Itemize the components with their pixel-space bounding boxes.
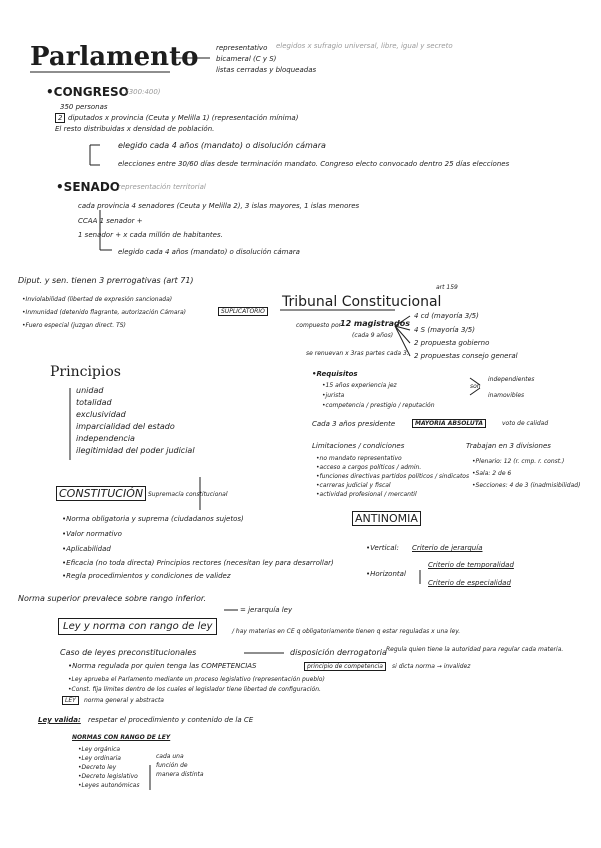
- prerrogativa-item: • Inmunidad (detenido flagrante, autorización Cámara): [22, 309, 186, 317]
- principio-item: ilegitimidad del poder judicial: [76, 446, 195, 455]
- congreso-elegido: elegido cada 4 años (mandato) o disolución cámara: [118, 141, 326, 150]
- constitucion-item: • Valor normativo: [62, 530, 122, 539]
- tc-son-item: independientes: [488, 376, 535, 383]
- rango-item: • Ley ordinaria: [78, 755, 121, 763]
- norma-const: • Const. fija límites dentro de los cuales el legislador tiene libertad de configuración.: [68, 686, 321, 694]
- senado-line: CCAA 1 senador +: [78, 217, 143, 225]
- tc-trab-item: • Plenario: 12 (r. cmp. r. const.): [472, 458, 564, 466]
- prerrogativas-heading: Diput. y sen. tienen 3 prerrogativas (art 71): [18, 276, 194, 285]
- tc-pres: Cada 3 años presidente: [312, 420, 396, 428]
- tc-son-item: inamovibles: [488, 392, 525, 399]
- antinomia-heading: ANTINOMIA: [352, 514, 421, 525]
- tc-lim-item: • funciones directivas partidos políticos / sindicatos: [316, 473, 469, 481]
- tc-magistrados: 12 magistrados: [340, 319, 411, 328]
- senado-elegido: elegido cada 4 años (mandato) o disolución cámara: [118, 248, 300, 256]
- tc-trab-item: • Secciones: 4 de 3 (inadmisibilidad): [472, 482, 580, 490]
- antinomia-vertical: • Vertical:: [366, 544, 399, 553]
- rango-heading: NORMAS CON RANGO DE LEY: [72, 734, 171, 741]
- rango-item: • Ley orgánica: [78, 746, 120, 754]
- constitucion-item: • Regla procedimientos y condiciones de validez: [62, 572, 231, 581]
- norma-caso: Caso de leyes preconstitucionales: [60, 648, 197, 657]
- constitucion-supremacia: Supremacía constitucional: [148, 491, 228, 498]
- norma-aprueba: • Ley aprueba el Parlamento mediante un proceso legislativo (representación pueblo): [68, 676, 325, 684]
- tc-pres-box: MAYORÍA ABSOLUTA: [412, 420, 486, 428]
- listas-label: listas cerradas y bloqueadas: [216, 66, 317, 74]
- congreso-item: El resto distribuidas x densidad de población.: [55, 125, 215, 133]
- norma-dispo-note: Regula quien tiene la autoridad para regular cada materia.: [386, 646, 564, 653]
- norma-valida: respetar el procedimiento y contenido de la CE: [88, 716, 254, 724]
- norma-disposicion: disposición derrogatoria: [290, 648, 387, 657]
- principio-item: imparcialidad del estado: [76, 422, 175, 431]
- tc-lim-item: • no mandato representativo: [316, 455, 402, 463]
- constitucion-item: • Norma obligatoria y suprema (ciudadanos sujetos): [62, 515, 244, 524]
- norma-si-dicta: si dicta norma → invalidez: [392, 663, 471, 670]
- senado-sub: representación territorial: [118, 183, 206, 191]
- norma-valida-label: Ley valida:: [38, 716, 81, 724]
- rango-note: función de: [156, 762, 188, 769]
- tc-lim-item: • actividad profesional / mercantil: [316, 491, 417, 499]
- tc-lim-item: • carreras judicial y fiscal: [316, 482, 391, 490]
- senado-heading: • SENADO: [56, 180, 120, 194]
- rango-note: cada una: [156, 753, 184, 760]
- norma-superior: Norma superior prevalece sobre rango inferior.: [18, 594, 207, 603]
- tc-lim-heading: Limitaciones / condiciones: [312, 442, 405, 450]
- tc-heading: Tribunal Constitucional: [282, 294, 442, 310]
- constitucion-heading: CONSTITUCIÓN: [56, 489, 146, 500]
- tc-pres-note: voto de calidad: [502, 420, 549, 427]
- tc-lim-item: • acceso a cargos políticos / admin.: [316, 464, 421, 472]
- tc-branch: 4 cd (mayoría 3/5): [414, 312, 479, 320]
- congreso-item: diputados x provincia (Ceuta y Melilla 1) (representación mínima): [68, 114, 299, 122]
- senado-line: 1 senador + x cada millón de habitantes.: [78, 231, 223, 239]
- tc-art: art 159: [436, 284, 458, 291]
- page-title: Parlamento: [30, 42, 199, 72]
- senado-line: cada provincia 4 senadores (Ceuta y Melilla 2), 3 islas mayores, 1 islas menores: [78, 202, 360, 210]
- rango-item: • Decreto legislativo: [78, 773, 138, 781]
- constitucion-item: • Eficacia (no toda directa) Principios rectores (necesitan ley para desarrollar): [62, 559, 334, 568]
- tc-son: son: [470, 383, 481, 390]
- rep-label: representativo: [216, 44, 268, 52]
- constitucion-item: • Aplicabilidad: [62, 545, 111, 554]
- norma-principio: principio de competencia: [304, 663, 386, 671]
- congreso-num-box: 2: [55, 114, 65, 123]
- suplicatorio-box: SUPLICATORIO: [218, 308, 268, 316]
- congreso-range: (300:400): [126, 88, 161, 96]
- tc-req-item: • jurista: [322, 392, 344, 400]
- antinomia-h-item: Criterio de temporalidad: [428, 561, 514, 569]
- tc-branch: 2 propuesta gobierno: [414, 339, 490, 347]
- tc-anios: (cada 9 años): [352, 332, 394, 339]
- rango-note: manera distinta: [156, 771, 204, 778]
- principio-item: unidad: [76, 386, 104, 395]
- prerrogativa-item: • Fuero especial (juzgan direct. TS): [22, 322, 126, 330]
- tc-req-item: • 15 años experiencia jez: [322, 382, 397, 390]
- norma-ley-box: Ley y norma con rango de ley: [58, 622, 217, 632]
- congreso-heading: • CONGRESO: [46, 85, 129, 99]
- principio-item: exclusividad: [76, 410, 126, 419]
- rango-item: • Decreto ley: [78, 764, 116, 772]
- antinomia-vertical-value: Criterio de jerarquía: [412, 544, 483, 552]
- tc-compuesto: compuesto por: [296, 322, 342, 329]
- norma-regulada: • Norma regulada por quien tenga las COMPETENCIAS: [68, 662, 257, 671]
- tc-trab-heading: Trabajan en 3 divisiones: [466, 442, 551, 450]
- tc-renuevan: se renuevan x 3ras partes cada 3.: [306, 350, 409, 357]
- tc-trab-item: • Sala: 2 de 6: [472, 470, 511, 478]
- principios-heading: Principios: [50, 364, 121, 380]
- norma-ley-norma: norma general y abstracta: [84, 697, 164, 704]
- principio-item: totalidad: [76, 398, 112, 407]
- norma-ley-tag: LEY: [62, 697, 79, 705]
- antinomia-h-item: Criterio de especialidad: [428, 579, 511, 587]
- rango-item: • Leyes autonómicas: [78, 782, 139, 790]
- congreso-item: 350 personas: [60, 103, 108, 111]
- antinomia-horizontal: • Horizontal: [366, 570, 406, 579]
- tc-req-heading: • Requisitos: [312, 370, 358, 379]
- congreso-elecciones: elecciones entre 30/60 días desde terminación mandato. Congreso electo convocado dentro 25 días elecciones: [118, 160, 510, 168]
- tc-req-item: • competencia / prestigio / reputación: [322, 402, 435, 410]
- prerrogativa-item: • Inviolabilidad (libertad de expresión sancionada): [22, 296, 172, 304]
- tc-branch: 4 S (mayoría 3/5): [414, 326, 475, 334]
- bicameral-label: bicameral (C y S): [216, 55, 277, 63]
- rep-note: elegidos x sufragio universal, libre, igual y secreto: [276, 42, 453, 50]
- norma-materias: / hay materias en CE q obligatoriamente tienen q estar reguladas x una ley.: [232, 628, 461, 635]
- principio-item: independencia: [76, 434, 135, 443]
- tc-branch: 2 propuestas consejo general: [414, 352, 518, 360]
- norma-jerarquia: = jerarquía ley: [240, 606, 293, 614]
